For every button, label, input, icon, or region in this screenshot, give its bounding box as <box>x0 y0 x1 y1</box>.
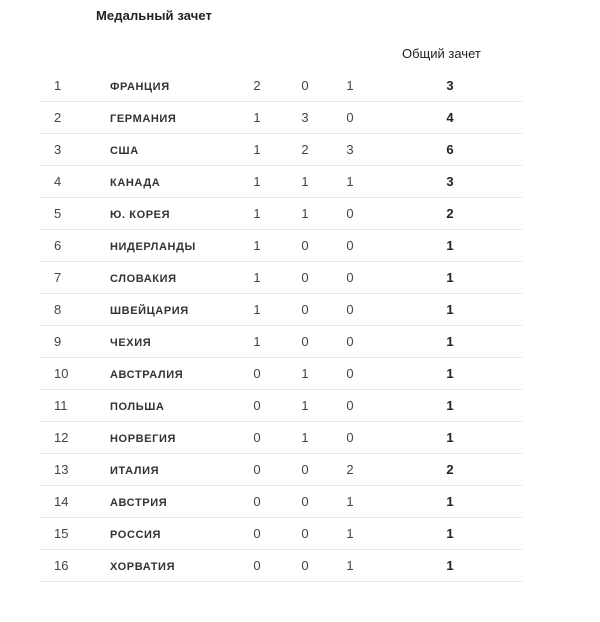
medal-table <box>40 70 522 582</box>
rank-cell: 1 <box>54 78 62 93</box>
total-count-cell: 1 <box>446 334 454 349</box>
total-count-cell: 1 <box>446 398 454 413</box>
rank-cell: 13 <box>54 462 69 477</box>
gold-count-cell: 1 <box>253 334 261 349</box>
table-row <box>40 358 522 390</box>
silver-count-cell: 0 <box>301 462 309 477</box>
bronze-count-cell: 0 <box>346 270 354 285</box>
bronze-count-cell: 0 <box>346 334 354 349</box>
gold-count-cell: 1 <box>253 238 261 253</box>
table-row <box>40 166 522 198</box>
total-count-cell: 1 <box>446 238 454 253</box>
total-count-cell: 1 <box>446 430 454 445</box>
table-row <box>40 422 522 454</box>
gold-count-cell: 1 <box>253 142 261 157</box>
rank-cell: 10 <box>54 366 69 381</box>
silver-count-cell: 1 <box>301 206 309 221</box>
gold-count-cell: 0 <box>253 494 261 509</box>
silver-count-cell: 1 <box>301 398 309 413</box>
rank-cell: 2 <box>54 110 62 125</box>
table-row <box>40 486 522 518</box>
table-row <box>40 454 522 486</box>
country-cell: ФРАНЦИЯ <box>110 81 170 93</box>
silver-count-cell: 0 <box>301 558 309 573</box>
rank-cell: 15 <box>54 526 69 541</box>
total-count-cell: 3 <box>446 174 454 189</box>
silver-count-cell: 0 <box>301 526 309 541</box>
rank-cell: 8 <box>54 302 62 317</box>
silver-count-cell: 1 <box>301 366 309 381</box>
gold-count-cell: 1 <box>253 110 261 125</box>
silver-count-cell: 0 <box>301 334 309 349</box>
total-count-cell: 6 <box>446 142 454 157</box>
bronze-count-cell: 1 <box>346 494 354 509</box>
total-count-cell: 2 <box>446 206 454 221</box>
total-count-cell: 1 <box>446 558 454 573</box>
table-row <box>40 102 522 134</box>
rank-cell: 4 <box>54 174 62 189</box>
gold-count-cell: 0 <box>253 462 261 477</box>
table-row <box>40 518 522 550</box>
total-count-cell: 2 <box>446 462 454 477</box>
country-cell: Ю. КОРЕЯ <box>110 209 171 221</box>
silver-count-cell: 0 <box>301 494 309 509</box>
gold-count-cell: 1 <box>253 270 261 285</box>
silver-count-cell: 0 <box>301 302 309 317</box>
total-count-cell: 4 <box>446 110 454 125</box>
bronze-count-cell: 1 <box>346 526 354 541</box>
gold-count-cell: 0 <box>253 430 261 445</box>
total-count-cell: 1 <box>446 270 454 285</box>
silver-count-cell: 0 <box>301 270 309 285</box>
total-count-cell: 1 <box>446 526 454 541</box>
silver-count-cell: 0 <box>301 238 309 253</box>
country-cell: США <box>110 145 139 157</box>
rank-cell: 12 <box>54 430 69 445</box>
bronze-count-cell: 1 <box>346 78 354 93</box>
country-cell: ПОЛЬША <box>110 401 165 413</box>
rank-cell: 9 <box>54 334 62 349</box>
silver-count-cell: 2 <box>301 142 309 157</box>
table-row <box>40 198 522 230</box>
bronze-count-cell: 0 <box>346 398 354 413</box>
bronze-count-cell: 0 <box>346 302 354 317</box>
total-count-cell: 1 <box>446 494 454 509</box>
rank-cell: 11 <box>54 398 68 413</box>
bronze-count-cell: 1 <box>346 174 354 189</box>
table-row <box>40 262 522 294</box>
rank-cell: 16 <box>54 558 69 573</box>
gold-count-cell: 1 <box>253 206 261 221</box>
gold-count-cell: 0 <box>253 558 261 573</box>
silver-count-cell: 0 <box>301 78 309 93</box>
bronze-count-cell: 0 <box>346 430 354 445</box>
gold-count-cell: 2 <box>253 78 261 93</box>
bronze-count-cell: 2 <box>346 462 354 477</box>
rank-cell: 3 <box>54 142 62 157</box>
rank-cell: 5 <box>54 206 62 221</box>
total-count-cell: 1 <box>446 366 454 381</box>
bronze-count-cell: 0 <box>346 110 354 125</box>
country-cell: ГЕРМАНИЯ <box>110 113 177 125</box>
page-title: Медальный зачет <box>96 8 213 23</box>
bronze-count-cell: 1 <box>346 558 354 573</box>
country-cell: ИТАЛИЯ <box>110 465 160 477</box>
total-count-cell: 3 <box>446 78 454 93</box>
bronze-count-cell: 0 <box>346 238 354 253</box>
table-row <box>40 134 522 166</box>
total-count-cell: 1 <box>446 302 454 317</box>
table-row <box>40 230 522 262</box>
country-cell: РОССИЯ <box>110 529 162 541</box>
table-row <box>40 294 522 326</box>
country-cell: НОРВЕГИЯ <box>110 433 176 445</box>
country-cell: СЛОВАКИЯ <box>110 273 177 285</box>
gold-count-cell: 0 <box>253 526 261 541</box>
country-cell: КАНАДА <box>110 177 161 189</box>
rank-cell: 6 <box>54 238 62 253</box>
country-cell: АВСТРИЯ <box>110 497 168 509</box>
country-cell: ХОРВАТИЯ <box>110 561 176 573</box>
country-cell: ШВЕЙЦАРИЯ <box>110 305 189 317</box>
rank-cell: 7 <box>54 270 62 285</box>
bronze-count-cell: 0 <box>346 206 354 221</box>
rank-cell: 14 <box>54 494 69 509</box>
gold-count-cell: 1 <box>253 302 261 317</box>
table-row <box>40 550 522 582</box>
table-row <box>40 70 522 102</box>
gold-count-cell: 0 <box>253 398 261 413</box>
country-cell: ЧЕХИЯ <box>110 337 152 349</box>
silver-count-cell: 1 <box>301 430 309 445</box>
silver-count-cell: 3 <box>301 110 309 125</box>
silver-count-cell: 1 <box>301 174 309 189</box>
country-cell: АВСТРАЛИЯ <box>110 369 184 381</box>
table-row <box>40 326 522 358</box>
total-column-header: Общий зачет <box>402 46 481 61</box>
table-row <box>40 390 522 422</box>
bronze-count-cell: 3 <box>346 142 354 157</box>
country-cell: НИДЕРЛАНДЫ <box>110 241 196 253</box>
gold-count-cell: 0 <box>253 366 261 381</box>
bronze-count-cell: 0 <box>346 366 354 381</box>
gold-count-cell: 1 <box>253 174 261 189</box>
